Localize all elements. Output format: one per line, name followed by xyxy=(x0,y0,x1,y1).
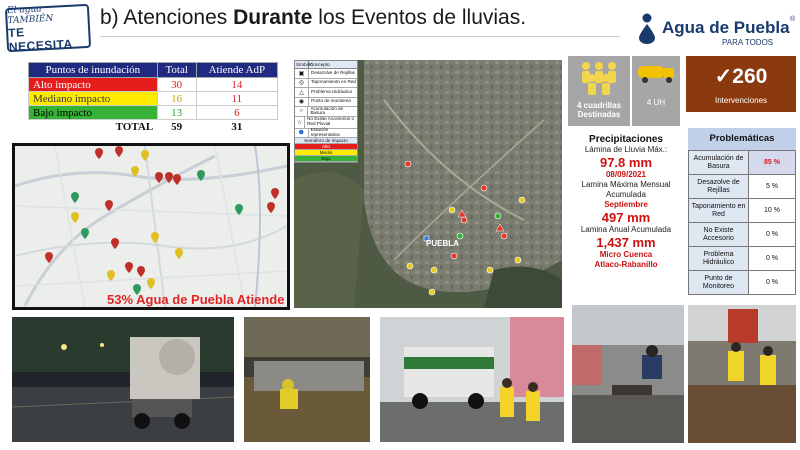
legend-item: ☆ No Existe Accesorios o Red Pluvial xyxy=(295,117,357,129)
annual-rain-label: Lamina Anual Acumulada xyxy=(580,225,672,234)
crews-card xyxy=(568,56,630,126)
problems-title: Problemáticas xyxy=(688,128,796,150)
table-row xyxy=(29,106,278,120)
water-drop-icon xyxy=(636,12,658,44)
col-header-total: Total xyxy=(157,63,196,78)
legend-impact-medium: Medio xyxy=(295,150,357,156)
table-row xyxy=(29,92,278,106)
table-total-row xyxy=(29,120,278,134)
legend-col-symbol: Símbolo xyxy=(296,62,313,67)
row-adp: 6 xyxy=(196,106,277,120)
total-label: TOTAL xyxy=(115,120,154,133)
street-map-graphic xyxy=(15,146,287,307)
row-adp: 14 xyxy=(196,78,277,92)
tanker-truck-icon xyxy=(632,56,680,92)
warning-triangle-icon: △ xyxy=(295,88,309,97)
monitor-point-icon: ◉ xyxy=(295,98,309,107)
title-underline xyxy=(100,36,620,37)
units-card xyxy=(632,56,680,126)
legend-col-concept: Concepto xyxy=(310,62,330,67)
problems-table xyxy=(688,150,796,295)
campaign-logo-line2: TE NECESITA xyxy=(7,25,74,55)
table-row: Taponamiento en Red 10 % xyxy=(689,199,796,223)
table-row xyxy=(29,78,278,92)
legend-item: ◉ Punto de monitoreo xyxy=(295,98,357,108)
slide-title-prefix: b) Atenciones xyxy=(100,6,234,29)
brand-name: Agua de Puebla xyxy=(662,18,790,37)
legend-impact-high: Alto xyxy=(295,144,357,150)
legend-item: ▣ Desazolve de Rejillas xyxy=(295,69,357,79)
legend-impact-title: Semáforo de impacto xyxy=(295,138,357,144)
col-header-points: Puntos de inundación xyxy=(29,63,158,78)
max-rain-value: 97.8 mm xyxy=(599,155,653,170)
legend-item: ⬟ Estación representativa xyxy=(295,129,357,139)
photo-workers-debris xyxy=(688,305,796,443)
table-row: Desazolve de Rejillas 5 % xyxy=(689,175,796,199)
campaign-logo xyxy=(5,4,91,55)
row-total: 30 xyxy=(157,78,196,92)
campaign-logo-line1: El agua TAMBIÉN xyxy=(6,4,54,27)
col-header-adp: Atiende AdP xyxy=(196,63,277,78)
photo-truck-workers xyxy=(380,317,564,442)
legend-item: △ Problema Hidráulico xyxy=(295,88,357,98)
grate-icon: ▣ xyxy=(295,69,309,78)
brand-logo xyxy=(636,12,796,52)
interventions-card xyxy=(686,56,796,112)
slide-title xyxy=(100,6,526,30)
row-total: 16 xyxy=(157,92,196,106)
street-map-caption: 53% Agua de Puebla Atiende xyxy=(107,292,285,307)
workers-icon xyxy=(568,56,630,98)
trash-icon: ○ xyxy=(295,107,308,116)
street-map[interactable] xyxy=(12,143,290,310)
row-label: Mediano impacto xyxy=(29,92,158,106)
brand-tagline: PARA TODOS xyxy=(722,38,774,47)
table-row: Problema Hidráulico 0 % xyxy=(689,247,796,271)
star-icon: ☆ xyxy=(295,117,305,128)
legend-item: ◎ Taponamiento en Red xyxy=(295,79,357,89)
precipitation-panel xyxy=(566,134,686,270)
brand-registered-mark: ® xyxy=(790,16,796,23)
photo-night-truck xyxy=(12,317,234,442)
flood-points-table xyxy=(28,62,278,134)
photo-worker-grate xyxy=(244,317,370,442)
monthly-rain-value: 497 mm xyxy=(601,210,651,225)
legend-item: ○ Acumulación de Basura xyxy=(295,107,357,117)
legend-impact-low: Bajo xyxy=(295,156,357,162)
satellite-map[interactable] xyxy=(294,60,562,308)
monthly-rain-label: Lamina Máxima Mensual Acumulada xyxy=(581,180,671,199)
table-row: No Existe Accesorio 0 % xyxy=(689,223,796,247)
monthly-rain-month: Septiembre xyxy=(604,200,648,209)
units-label: 4 UH xyxy=(646,98,666,107)
basin-line1: Micro Cuenca xyxy=(599,250,653,259)
slide-title-suffix: los Eventos de lluvias. xyxy=(312,6,527,29)
table-header-row xyxy=(29,63,278,78)
crews-label: 4 cuadrillas Destinadas xyxy=(576,101,622,119)
satellite-place-label: PUEBLA xyxy=(426,239,459,248)
legend-header xyxy=(295,61,357,69)
max-rain-label: Lámina de Lluvia Máx.: xyxy=(584,145,668,154)
table-row: Acumulación de Basura 85 % xyxy=(689,151,796,175)
row-label: Alto impacto xyxy=(29,78,158,92)
row-total: 13 xyxy=(157,106,196,120)
row-label: Bajo impacto xyxy=(29,106,158,120)
total-adp: 31 xyxy=(231,120,243,133)
slide-title-bold: Durante xyxy=(233,6,313,29)
row-adp: 11 xyxy=(196,92,277,106)
station-icon: ⬟ xyxy=(295,129,309,138)
problems-panel xyxy=(688,128,796,295)
map-legend xyxy=(294,60,358,163)
interventions-count: ✓260 xyxy=(714,65,768,88)
annual-rain-value: 1,437 mm xyxy=(596,235,656,250)
interventions-label: Intervenciones xyxy=(714,96,768,105)
check-icon: ✓ xyxy=(714,65,733,88)
precipitation-title: Precipitaciones xyxy=(589,134,663,145)
basin-line2: Atlaco-Rabanillo xyxy=(594,260,658,269)
blockage-icon: ◎ xyxy=(295,79,309,88)
max-rain-date: 08/09/2021 xyxy=(605,170,647,179)
table-row: Punto de Monitoreo 0 % xyxy=(689,271,796,295)
photo-street-drain xyxy=(572,305,684,443)
total-total: 59 xyxy=(171,120,183,133)
